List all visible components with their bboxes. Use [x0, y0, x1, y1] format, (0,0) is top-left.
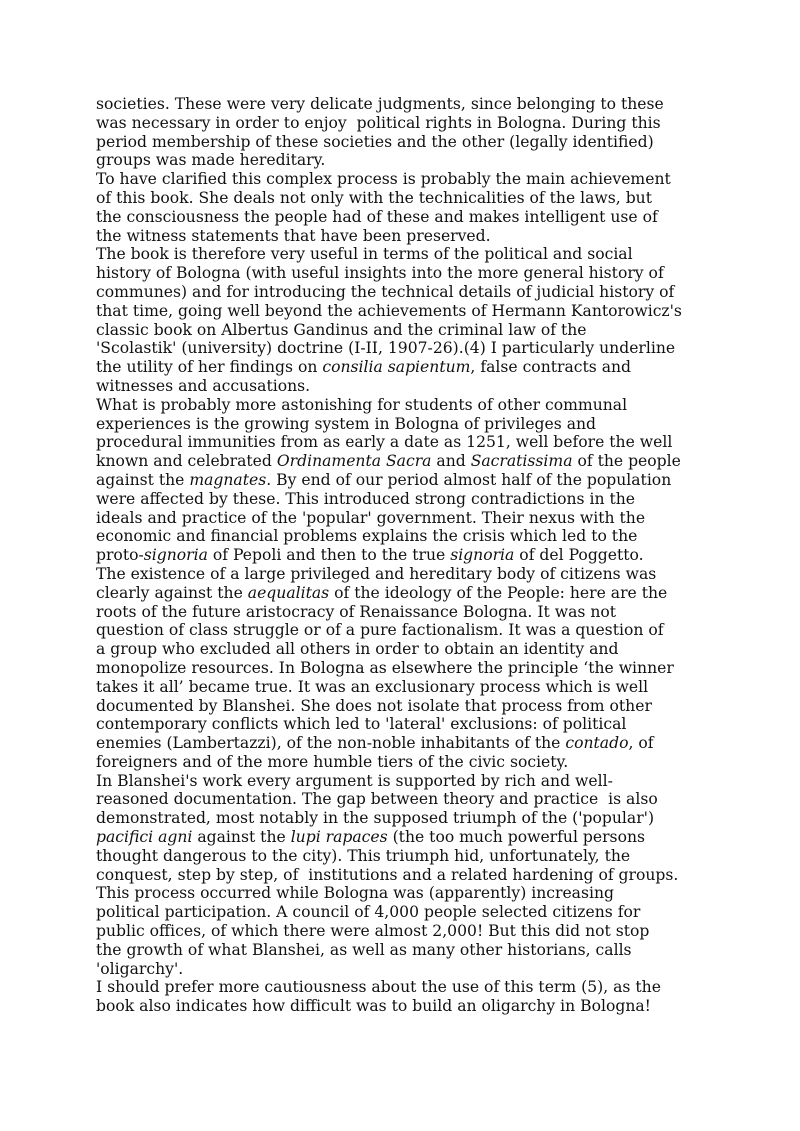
text-line	[96, 452, 736, 471]
text-run: conquest, step by step, of institutions and a related hardening of groups.	[96, 865, 679, 884]
text-run: public offices, of which there were almost 2,000! But this did not stop	[96, 922, 650, 941]
italic-phrase: Sacratissima	[470, 452, 573, 471]
text-line	[96, 546, 736, 565]
text-run: political participation. A council of 4,000 people selected citizens for	[96, 903, 641, 922]
text-line	[96, 415, 736, 434]
text-line	[96, 189, 736, 208]
text-line	[96, 941, 736, 960]
document-body	[96, 95, 736, 1016]
paragraph	[96, 170, 736, 245]
text-run: against the	[96, 470, 190, 489]
italic-phrase: pacifici agni	[96, 828, 193, 847]
text-line	[96, 471, 736, 490]
italic-phrase: signoria	[450, 546, 515, 565]
text-line	[96, 302, 736, 321]
text-line	[96, 603, 736, 622]
text-run: roots of the future aristocracy of Renaissance Bologna. It was not	[96, 602, 617, 621]
text-run: communes) and for introducing the technical details of judicial history of	[96, 282, 675, 301]
italic-phrase: Ordinamenta Sacra	[276, 452, 432, 471]
text-line	[96, 884, 736, 903]
text-line	[96, 227, 736, 246]
paragraph	[96, 978, 736, 1016]
text-run: that time, going well beyond the achievements of Hermann Kantorowicz's	[96, 301, 682, 320]
text-run: was necessary in order to enjoy political rights in Bologna. During this	[96, 113, 661, 132]
text-run: , of	[628, 734, 654, 753]
text-run: , false contracts and	[470, 358, 632, 377]
paragraph	[96, 772, 736, 979]
text-run: of del Poggetto.	[514, 546, 644, 565]
text-run: known and celebrated	[96, 452, 277, 471]
text-run: the growth of what Blanshei, as well as many other historians, calls	[96, 940, 632, 959]
text-line	[96, 790, 736, 809]
text-line	[96, 509, 736, 528]
text-line	[96, 960, 736, 979]
text-run: demonstrated, most notably in the supposed triumph of the ('popular')	[96, 809, 655, 828]
text-line	[96, 922, 736, 941]
text-run: book also indicates how difficult was to build an oligarchy in Bologna!	[96, 997, 651, 1016]
text-run: procedural immunities from as early a date as 1251, well before the well	[96, 433, 673, 452]
text-line	[96, 208, 736, 227]
text-run: clearly against the	[96, 583, 248, 602]
text-run: of Pepoli and then to the true	[207, 546, 451, 565]
text-run: period membership of these societies and the other (legally identified)	[96, 132, 654, 151]
text-line	[96, 95, 736, 114]
text-run: the witness statements that have been preserved.	[96, 226, 491, 245]
text-line	[96, 433, 736, 452]
text-line	[96, 264, 736, 283]
paragraph	[96, 95, 736, 170]
text-line	[96, 283, 736, 302]
text-run: foreigners and of the more humble tiers of the civic society.	[96, 752, 569, 771]
italic-phrase: lupi rapaces	[290, 828, 388, 847]
text-line	[96, 678, 736, 697]
text-line	[96, 809, 736, 828]
text-run: documented by Blanshei. She does not isolate that process from other	[96, 696, 652, 715]
italic-phrase: consilia sapientum	[322, 358, 471, 377]
text-run: history of Bologna (with useful insights into the more general history of	[96, 264, 664, 283]
text-line	[96, 997, 736, 1016]
text-line	[96, 396, 736, 415]
text-line	[96, 715, 736, 734]
text-line	[96, 772, 736, 791]
italic-phrase: signoria	[143, 546, 208, 565]
paragraph	[96, 396, 736, 565]
text-run: of the people	[572, 452, 681, 471]
italic-phrase: contado	[565, 734, 629, 753]
text-run: The existence of a large privileged and hereditary body of citizens was	[96, 564, 657, 583]
text-run: I should prefer more cautiousness about the use of this term (5), as the	[96, 978, 661, 997]
text-line	[96, 978, 736, 997]
text-line	[96, 621, 736, 640]
text-line	[96, 377, 736, 396]
text-line	[96, 734, 736, 753]
text-line	[96, 640, 736, 659]
text-line	[96, 245, 736, 264]
text-run: monopolize resources. In Bologna as elsewhere the principle ‘the winner	[96, 658, 674, 677]
text-run: groups was made hereditary.	[96, 151, 326, 170]
text-run: were affected by these. This introduced strong contradictions in the	[96, 489, 636, 508]
text-line	[96, 321, 736, 340]
text-line	[96, 114, 736, 133]
text-line	[96, 565, 736, 584]
text-line	[96, 170, 736, 189]
text-run: The book is therefore very useful in terms of the political and social	[96, 245, 633, 264]
text-run: contemporary conflicts which led to 'lateral' exclusions: of political	[96, 715, 627, 734]
text-line	[96, 490, 736, 509]
text-run: the utility of her findings on	[96, 358, 323, 377]
text-run: thought dangerous to the city). This triumph hid, unfortunately, the	[96, 846, 631, 865]
italic-phrase: magnates	[189, 470, 267, 489]
text-line	[96, 358, 736, 377]
text-run: reasoned documentation. The gap between theory and practice is also	[96, 790, 658, 809]
text-line	[96, 866, 736, 885]
text-run: a group who excluded all others in order to obtain an identity and	[96, 640, 619, 659]
text-run: This process occurred while Bologna was (apparently) increasing	[96, 884, 614, 903]
text-line	[96, 697, 736, 716]
text-run: takes it all’ became true. It was an exclusionary process which is well	[96, 677, 649, 696]
text-line	[96, 659, 736, 678]
text-line	[96, 151, 736, 170]
text-line	[96, 903, 736, 922]
italic-phrase: aequalitas	[247, 583, 330, 602]
text-run: of the ideology of the People: here are the	[329, 583, 668, 602]
text-run: (the too much powerful persons	[387, 828, 645, 847]
text-run: question of class struggle or of a pure factionalism. It was a question of	[96, 621, 664, 640]
text-run: societies. These were very delicate judgments, since belonging to these	[96, 95, 664, 113]
text-line	[96, 133, 736, 152]
text-run: To have clarified this complex process is probably the main achievement	[96, 170, 671, 189]
text-run: What is probably more astonishing for students of other communal	[96, 395, 628, 414]
text-line	[96, 847, 736, 866]
text-run: experiences is the growing system in Bologna of privileges and	[96, 414, 597, 433]
text-run: In Blanshei's work every argument is supported by rich and well-	[96, 771, 613, 790]
paragraph	[96, 565, 736, 772]
text-line	[96, 527, 736, 546]
text-run: economic and financial problems explains the crisis which led to the	[96, 527, 638, 546]
paragraph	[96, 245, 736, 395]
text-run: against the	[192, 828, 291, 847]
text-run: 'oligarchy'.	[96, 959, 184, 978]
text-run: the consciousness the people had of these and makes intelligent use of	[96, 207, 658, 226]
text-run: and	[431, 452, 471, 471]
text-run: witnesses and accusations.	[96, 376, 311, 395]
text-line	[96, 828, 736, 847]
text-run: . By end of our period almost half of the population	[266, 470, 672, 489]
text-run: classic book on Albertus Gandinus and the criminal law of the	[96, 320, 587, 339]
text-run: proto-	[96, 546, 144, 565]
text-run: of this book. She deals not only with the technicalities of the laws, but	[96, 188, 652, 207]
text-run: ideals and practice of the 'popular' government. Their nexus with the	[96, 508, 646, 527]
text-run: 'Scolastik' (university) doctrine (I-II, 1907-26).(4) I particularly underline	[96, 339, 676, 358]
text-line	[96, 339, 736, 358]
text-line	[96, 753, 736, 772]
text-run: enemies (Lambertazzi), of the non-noble inhabitants of the	[96, 734, 566, 753]
text-line	[96, 584, 736, 603]
